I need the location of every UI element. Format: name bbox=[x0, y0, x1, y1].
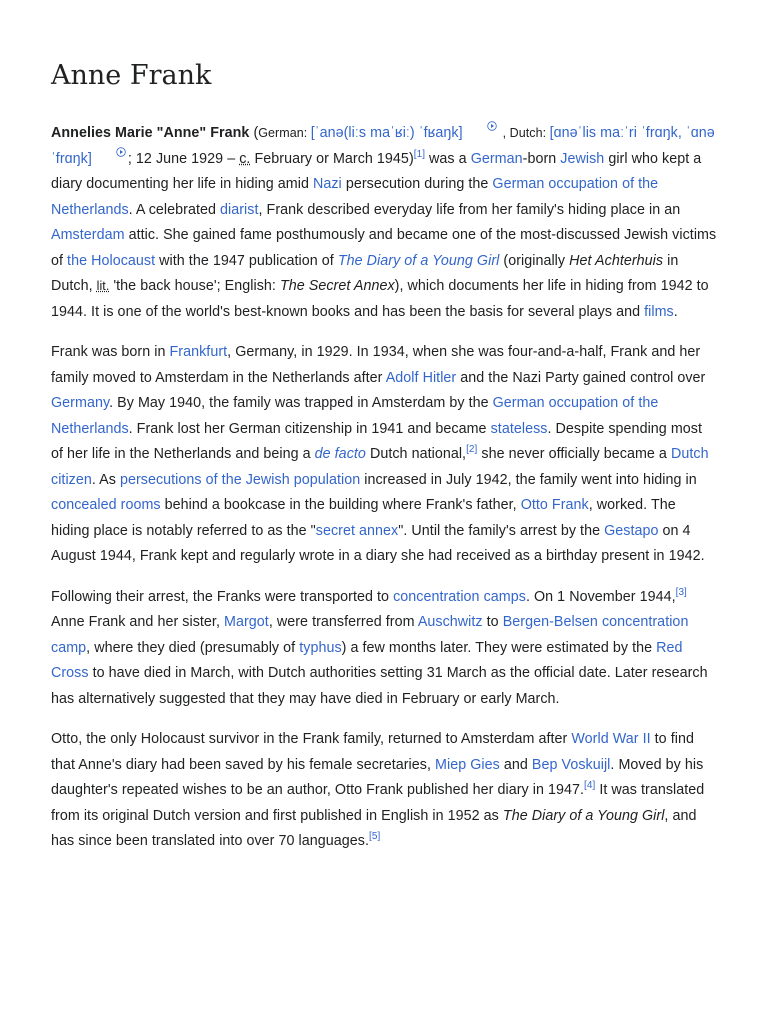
article-body bbox=[51, 121, 717, 855]
link-german-occupation-2[interactable]: German occupation of the Netherlands bbox=[51, 395, 659, 437]
link-german[interactable]: German bbox=[470, 150, 523, 167]
subject-name: Annelies Marie "Anne" Frank bbox=[51, 125, 250, 141]
dutch-ipa-link-1[interactable]: [ɑnəˈlis maːˈri ˈfrɑŋk, ˈɑnə bbox=[549, 125, 715, 141]
page-title: Anne Frank bbox=[51, 60, 212, 91]
audio-play-icon[interactable] bbox=[487, 121, 497, 131]
paragraph-early-life: Frank was born in Frankfurt, Germany, in 1929. In 1934, when she was four-and-a-half, Frank and her family moved to Amsterdam in the Netherlands after Adolf Hitler and the Nazi Party gained control over Germany. By May 1940, the family was trapped in Amsterdam by the German occupation of the Netherlands. Frank lost her German citizenship in 1941 and became stateless. Despite spending most of her life in the Netherlands and being a de facto Dutch national,[2] she never officially became a Dutch citizen. As persecutions of the Jewish population increased in July 1942, the family went into hiding in concealed rooms behind a bookcase in the building where Frank's father, Otto Frank, worked. The hiding place is notably referred to as the "secret annex". Until the family's arrest by the Gestapo on 4 August 1944, Frank kept and regularly wrote in a diary she had received as a birthday present in 1942. bbox=[51, 344, 709, 564]
link-diary-book[interactable]: The Diary of a Young Girl bbox=[337, 252, 500, 269]
reference-3[interactable]: [3] bbox=[675, 586, 687, 598]
link-nazi[interactable]: Nazi bbox=[312, 176, 342, 192]
reference-4[interactable]: [4] bbox=[584, 780, 596, 792]
reference-2[interactable]: [2] bbox=[466, 444, 478, 456]
link-bep-voskuijl[interactable]: Bep Voskuijl bbox=[531, 756, 611, 773]
link-persecutions[interactable]: persecutions of the Jewish population bbox=[119, 471, 361, 488]
link-stateless[interactable]: stateless bbox=[490, 420, 548, 437]
link-miep-gies[interactable]: Miep Gies bbox=[435, 756, 500, 773]
link-otto-frank[interactable]: Otto Frank bbox=[520, 497, 589, 513]
link-germany[interactable]: Germany bbox=[51, 395, 110, 411]
link-frankfurt[interactable]: Frankfurt bbox=[169, 344, 228, 360]
circa-abbr: c. bbox=[239, 150, 251, 167]
literally-abbr: lit. bbox=[96, 279, 110, 293]
link-adolf-hitler[interactable]: Adolf Hitler bbox=[385, 369, 457, 386]
link-films[interactable]: films bbox=[644, 303, 674, 320]
link-jewish[interactable]: Jewish bbox=[560, 150, 605, 167]
paragraph-legacy: Otto, the only Holocaust survivor in the Frank family, returned to Amsterdam after World War II to find that Anne's diary had been saved by his female secretaries, Miep Gies and Bep Voskuijl. Moved by his daughter's repeated wishes to be an author, Otto Frank published her diary in 1947.[4] It was translated from its original Dutch version and first published in English in 1952 as The Diary of a Young Girl, and has since been translated into over 70 languages.[5] bbox=[51, 731, 705, 849]
dutch-ipa-link-2[interactable]: ˈfrɑŋk] bbox=[51, 150, 92, 167]
link-dutch-citizen[interactable]: Dutch citizen bbox=[51, 446, 709, 488]
link-auschwitz[interactable]: Auschwitz bbox=[417, 614, 483, 630]
link-bergen-belsen[interactable]: Bergen-Belsen concentration camp bbox=[51, 614, 689, 656]
link-typhus[interactable]: typhus bbox=[299, 639, 342, 656]
audio-play-icon[interactable] bbox=[116, 147, 126, 157]
link-diarist[interactable]: diarist bbox=[220, 201, 259, 218]
german-ipa-link[interactable]: [ˈanə(liːs maˈʁiː) ˈfʁaŋk] bbox=[310, 125, 463, 141]
reference-1[interactable]: [1] bbox=[413, 148, 426, 160]
link-secret-annex[interactable]: secret annex bbox=[315, 522, 399, 539]
link-concealed-rooms[interactable]: concealed rooms bbox=[51, 497, 161, 513]
link-gestapo[interactable]: Gestapo bbox=[604, 522, 659, 539]
link-red-cross[interactable]: Red Cross bbox=[51, 639, 683, 681]
reference-5[interactable]: [5] bbox=[369, 831, 381, 843]
paragraph-intro: Annelies Marie "Anne" Frank (German: [ˈanə(liːs maˈʁiː) ˈfʁaŋk] , Dutch: [ɑnəˈlis maːˈri ˈfrɑŋk, ˈɑnə ˈfrɑŋk] ; 12 June 1929 – c. February or March 1945)[1] was a German-born Jewish girl who kept a diary documenting her life in hiding amid Nazi persecution during the German occupation of the Netherlands. A celebrated diarist, Frank described everyday life from her family's hiding place in an Amsterdam attic. She gained fame posthumously and became one of the most-discussed Jewish victims of the Holocaust with the 1947 publication of The Diary of a Young Girl (originally Het Achterhuis in Dutch, lit. 'the back house'; English: The Secret Annex), which documents her life in hiding from 1942 to 1944. It is one of the world's best-known books and has been the basis for several plays and films. bbox=[51, 121, 717, 325]
paragraph-arrest: Following their arrest, the Franks were transported to concentration camps. On 1 November 1944,[3] Anne Frank and her sister, Margot, were transferred from Auschwitz to Bergen-Belsen concentration camp, where they died (presumably of typhus) a few months later. They were estimated by the Red Cross to have died in March, with Dutch authorities setting 31 March as the official date. Later research has alternatively suggested that they may have died in February or early March. bbox=[51, 586, 708, 707]
link-margot[interactable]: Margot bbox=[224, 614, 269, 630]
link-concentration-camps[interactable]: concentration camps bbox=[393, 588, 526, 605]
link-amsterdam[interactable]: Amsterdam bbox=[51, 227, 125, 243]
link-holocaust[interactable]: the Holocaust bbox=[67, 252, 156, 269]
link-german-occupation[interactable]: German occupation of the Netherlands bbox=[51, 176, 659, 218]
link-de-facto[interactable]: de facto bbox=[314, 446, 366, 462]
link-world-war-ii[interactable]: World War II bbox=[571, 731, 651, 747]
